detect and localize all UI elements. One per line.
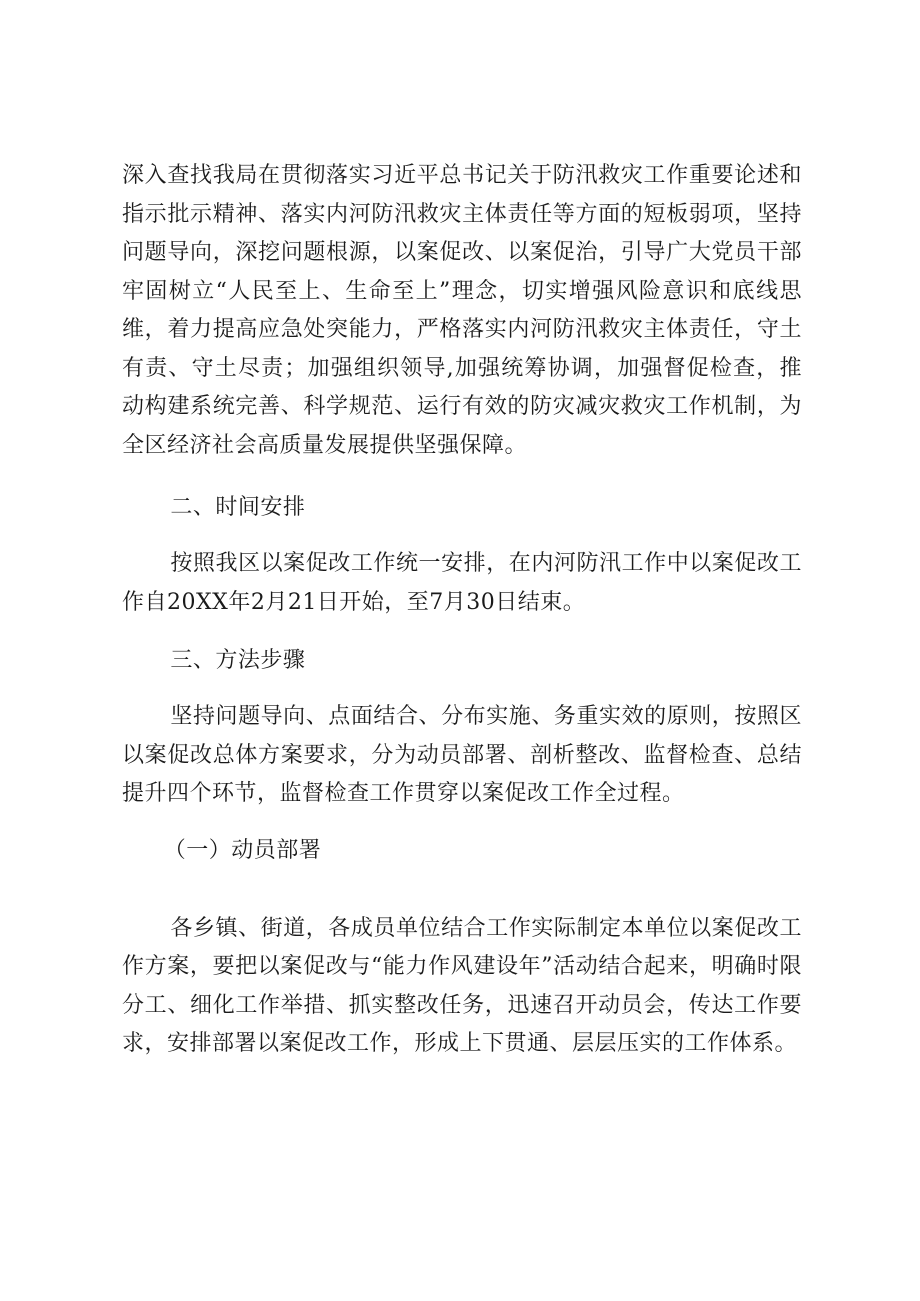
document-body [122,157,802,1064]
heading-mobilization: （一）动员部署 [163,837,322,863]
paragraph-time-schedule: 按照我区以案促改工作统一安排，在内河防汛工作中以案促改工作自20XX年2月21日开始，至7月30日结束。 [122,551,802,615]
paragraph-mobilization: 各乡镇、街道，各成员单位结合工作实际制定本单位以案促改工作方案，要把以案促改与“能力作风建设年”活动结合起来，明确时限分工、细化工作举措、抓实整改任务，迅速召开动员会，传达工作要求，安排部署以案促改工作，形成上下贯通、层层压实的工作体系。 [122,915,802,1056]
paragraph-work-goals: 深入查找我局在贯彻落实习近平总书记关于防汛救灾工作重要论述和指示批示精神、落实内河防汛救灾主体责任等方面的短板弱项，坚持问题导向，深挖问题根源，以案促改、以案促治，引导广大党员干部牢固树立“人民至上、生命至上”理念，切实增强风险意识和底线思维，着力提高应急处突能力，严格落实内河防汛救灾主体责任，守土有责、守土尽责；加强组织领导,加强统筹协调，加强督促检查，推动构建系统完善、科学规范、运行有效的防灾减灾救灾工作机制，为全区经济社会高质量发展提供坚强保障。 [122,163,802,458]
paragraph-methods-steps: 坚持问题导向、点面结合、分布实施、务重实效的原则，按照区以案促改总体方案要求，分为动员部署、剖析整改、监督检查、总结提升四个环节，监督检查工作贯穿以案促改工作全过程。 [122,704,802,806]
heading-methods-steps: 三、方法步骤 [170,648,306,673]
heading-time-schedule: 二、时间安排 [170,495,306,520]
